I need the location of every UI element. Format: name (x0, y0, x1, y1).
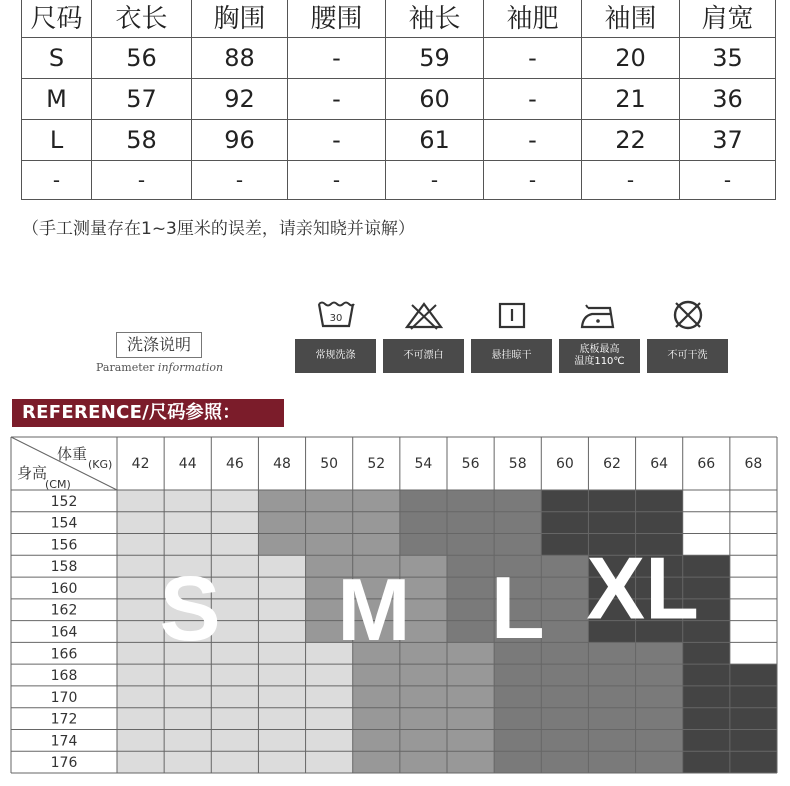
size-cell (447, 534, 494, 556)
height-label: 152 (50, 493, 78, 510)
size-cell (353, 686, 400, 708)
size-cell (400, 729, 447, 751)
size-cell (588, 686, 635, 708)
size-cell (400, 686, 447, 708)
size-cell (258, 555, 305, 577)
care-label-text: 不可漂白 (403, 350, 444, 361)
size-cell (730, 599, 777, 621)
size-table-cell: 20 (582, 38, 680, 79)
size-cell (117, 751, 164, 773)
size-cell (353, 729, 400, 751)
size-table-cell: 59 (386, 38, 484, 79)
size-cell (306, 729, 353, 751)
size-cell (258, 599, 305, 621)
size-cell (164, 534, 211, 556)
weight-header: 44 (178, 456, 197, 472)
size-table-cell: 60 (386, 79, 484, 120)
size-cell (258, 512, 305, 534)
size-cell (683, 664, 730, 686)
size-cell (164, 751, 211, 773)
size-cell (258, 686, 305, 708)
size-cell (588, 664, 635, 686)
size-cell (447, 686, 494, 708)
size-cell (447, 708, 494, 730)
size-cell (588, 708, 635, 730)
size-table-cell: - (582, 161, 680, 200)
size-cell (730, 621, 777, 643)
size-cell (211, 686, 258, 708)
size-table-header-cell: 衣长 (92, 0, 192, 38)
size-cell (117, 708, 164, 730)
weight-header: 50 (320, 456, 339, 472)
size-cell (683, 751, 730, 773)
size-cell (447, 642, 494, 664)
size-cell (117, 729, 164, 751)
size-cell (447, 621, 494, 643)
height-label: 172 (50, 711, 78, 728)
size-cell (730, 555, 777, 577)
size-table-header-cell: 胸围 (192, 0, 288, 38)
size-cell (730, 490, 777, 512)
size-cell (683, 686, 730, 708)
height-label: 162 (50, 602, 78, 619)
size-table-header-cell: 袖肥 (484, 0, 582, 38)
size-cell (117, 642, 164, 664)
height-label: 156 (50, 537, 78, 554)
size-cell (636, 664, 683, 686)
size-cell (494, 534, 541, 556)
size-table-cell: - (484, 79, 582, 120)
size-cell (258, 751, 305, 773)
size-table-cell: L (22, 120, 92, 161)
size-cell (447, 599, 494, 621)
size-table-cell: 57 (92, 79, 192, 120)
size-cell (306, 708, 353, 730)
weight-header: 68 (744, 456, 763, 472)
size-cell (730, 577, 777, 599)
size-table-cell: - (288, 120, 386, 161)
size-cell (494, 686, 541, 708)
size-cell (400, 534, 447, 556)
weight-header: 48 (273, 456, 291, 472)
size-cell (541, 599, 588, 621)
size-cell (683, 729, 730, 751)
size-cell (306, 664, 353, 686)
size-table-cell: - (288, 38, 386, 79)
wash-instructions-title: 洗涤说明 (116, 332, 202, 358)
size-cell (164, 708, 211, 730)
size-table-cell: - (680, 161, 776, 200)
size-cell (211, 534, 258, 556)
size-cell (730, 708, 777, 730)
size-table-cell: - (92, 161, 192, 200)
size-cell (211, 729, 258, 751)
size-cell (588, 642, 635, 664)
weight-header: 58 (508, 456, 527, 472)
size-cell (211, 512, 258, 534)
weight-header: 52 (367, 456, 386, 472)
size-table-cell: 58 (92, 120, 192, 161)
size-cell (117, 512, 164, 534)
size-cell (541, 490, 588, 512)
size-cell (117, 490, 164, 512)
care-label-text: 悬挂晾干 (491, 350, 532, 361)
height-label: 160 (50, 580, 78, 597)
size-cell (447, 555, 494, 577)
size-table-cell: - (484, 120, 582, 161)
size-table-cell: 21 (582, 79, 680, 120)
size-table-cell: - (288, 161, 386, 200)
size-table-cell: 88 (192, 38, 288, 79)
corner-weight-unit: (KG) (88, 458, 113, 471)
size-cell (447, 664, 494, 686)
size-cell (541, 751, 588, 773)
size-cell (541, 729, 588, 751)
size-cell (211, 751, 258, 773)
size-cell (164, 664, 211, 686)
size-cell (117, 664, 164, 686)
care-label-text: 不可干洗 (667, 350, 708, 361)
size-cell (164, 490, 211, 512)
size-cell (117, 577, 164, 599)
size-table-cell: M (22, 79, 92, 120)
size-cell (353, 751, 400, 773)
size-table-cell: - (192, 161, 288, 200)
size-cell (447, 490, 494, 512)
size-cell (730, 729, 777, 751)
size-cell (117, 599, 164, 621)
size-cell (541, 577, 588, 599)
size-cell (494, 708, 541, 730)
height-label: 164 (50, 624, 78, 641)
wash-subtitle-plain: Parameter (96, 361, 158, 374)
size-cell (117, 686, 164, 708)
care-label-text: 底板最高 (579, 344, 620, 355)
size-table-header-cell: 袖围 (582, 0, 680, 38)
size-table-cell: 37 (680, 120, 776, 161)
weight-header: 62 (603, 456, 621, 472)
size-cell (636, 642, 683, 664)
size-cell (494, 751, 541, 773)
size-cell (588, 490, 635, 512)
size-table-cell: 22 (582, 120, 680, 161)
size-cell (353, 490, 400, 512)
size-letter-m: M (337, 560, 411, 660)
size-cell (400, 512, 447, 534)
size-table-cell: 96 (192, 120, 288, 161)
weight-header: 56 (461, 456, 480, 472)
wash-tub-number: 30 (329, 313, 342, 324)
size-cell (306, 686, 353, 708)
size-letter-s: S (159, 558, 221, 661)
size-table-header-cell: 腰围 (288, 0, 386, 38)
size-cell (353, 512, 400, 534)
size-cell (541, 555, 588, 577)
weight-header: 60 (555, 456, 574, 472)
height-label: 158 (50, 559, 78, 576)
size-cell (541, 512, 588, 534)
size-cell (164, 512, 211, 534)
wash-subtitle-italic: information (157, 361, 224, 374)
size-cell (730, 512, 777, 534)
height-label: 170 (50, 689, 78, 706)
size-table-cell: 36 (680, 79, 776, 120)
weight-header: 66 (697, 456, 716, 472)
size-cell (306, 534, 353, 556)
size-cell (306, 512, 353, 534)
size-cell (636, 490, 683, 512)
size-cell (494, 490, 541, 512)
measurement-note: （手工测量存在1~3厘米的误差，请亲知晓并谅解） (22, 219, 415, 239)
weight-header: 54 (414, 456, 433, 472)
size-cell (541, 708, 588, 730)
size-table-cell: - (22, 161, 92, 200)
size-letter-l: L (490, 558, 545, 658)
size-cell (494, 512, 541, 534)
size-cell (117, 555, 164, 577)
size-cell (258, 729, 305, 751)
size-cell (211, 708, 258, 730)
size-cell (117, 621, 164, 643)
size-table-cell: - (484, 38, 582, 79)
reference-banner: REFERENCE/尺码参照： (12, 399, 284, 427)
size-cell (164, 729, 211, 751)
size-cell (211, 664, 258, 686)
size-cell (588, 751, 635, 773)
size-cell (541, 664, 588, 686)
size-cell (400, 751, 447, 773)
size-cell (447, 729, 494, 751)
size-cell (588, 729, 635, 751)
size-cell (258, 490, 305, 512)
size-cell (636, 729, 683, 751)
size-cell (683, 708, 730, 730)
size-cell (683, 642, 730, 664)
weight-header: 46 (225, 456, 244, 472)
size-cell (636, 708, 683, 730)
size-table-cell: 35 (680, 38, 776, 79)
size-cell (258, 642, 305, 664)
size-table-cell: S (22, 38, 92, 79)
weight-header: 42 (131, 456, 150, 472)
weight-header: 64 (650, 456, 669, 472)
size-cell (541, 534, 588, 556)
size-cell (636, 512, 683, 534)
size-table-cell: - (386, 161, 484, 200)
size-cell (258, 708, 305, 730)
size-cell (730, 751, 777, 773)
size-cell (494, 664, 541, 686)
size-table-cell: - (484, 161, 582, 200)
height-label: 176 (50, 755, 78, 772)
size-cell (258, 534, 305, 556)
height-label: 166 (50, 646, 78, 663)
size-table-cell: - (288, 79, 386, 120)
size-cell (117, 534, 164, 556)
size-cell (636, 686, 683, 708)
size-cell (683, 512, 730, 534)
size-cell (730, 534, 777, 556)
size-cell (164, 686, 211, 708)
size-cell (400, 708, 447, 730)
size-cell (683, 490, 730, 512)
size-cell (588, 512, 635, 534)
size-cell (541, 642, 588, 664)
size-cell (447, 577, 494, 599)
size-cell (494, 729, 541, 751)
size-cell (211, 490, 258, 512)
size-cell (730, 642, 777, 664)
size-table-cell: 61 (386, 120, 484, 161)
corner-height-unit: (CM) (45, 478, 71, 491)
size-cell (258, 577, 305, 599)
size-cell (636, 751, 683, 773)
size-cell (447, 512, 494, 534)
size-table-header-cell: 尺码 (22, 0, 92, 38)
size-cell (353, 534, 400, 556)
corner-weight-label: 体重 (57, 445, 88, 463)
care-label-text: 常规洗涤 (315, 350, 356, 361)
height-label: 174 (50, 733, 78, 750)
size-table-cell: 92 (192, 79, 288, 120)
size-table-cell: 56 (92, 38, 192, 79)
height-label: 154 (50, 515, 78, 532)
size-cell (353, 664, 400, 686)
size-cell (447, 751, 494, 773)
size-cell (541, 621, 588, 643)
height-label: 168 (50, 668, 78, 685)
size-cell (353, 708, 400, 730)
size-cell (258, 664, 305, 686)
size-cell (730, 664, 777, 686)
size-table-header-cell: 袖长 (386, 0, 484, 38)
size-table-header-cell: 肩宽 (680, 0, 776, 38)
size-letter-xl: XL (586, 538, 699, 638)
size-cell (400, 490, 447, 512)
size-cell (730, 686, 777, 708)
size-cell (258, 621, 305, 643)
size-cell (306, 490, 353, 512)
size-cell (400, 664, 447, 686)
corner-height-label: 身高 (17, 464, 48, 482)
size-cell (541, 686, 588, 708)
care-label-text: 温度110℃ (574, 356, 625, 367)
size-cell (306, 751, 353, 773)
